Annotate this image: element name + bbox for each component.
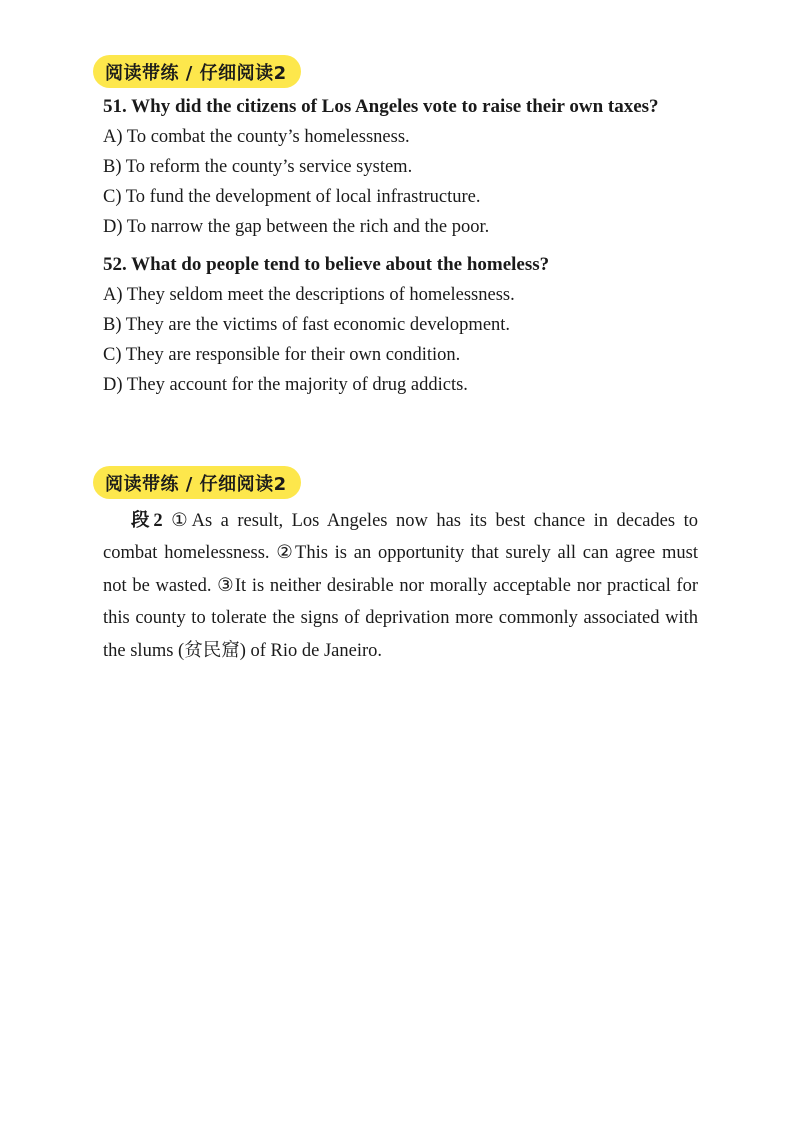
option-c: C) They are responsible for their own condition. xyxy=(103,345,461,365)
option-b: B) To reform the county’s service system. xyxy=(103,157,413,177)
option-d: D) They account for the majority of drug addicts. xyxy=(103,375,468,395)
option-list xyxy=(103,280,723,400)
section-tag: 阅读带练 / 仔细阅读2 xyxy=(93,466,301,499)
section-tag: 阅读带练 / 仔细阅读2 xyxy=(93,55,301,88)
question-51 xyxy=(103,92,723,242)
question-title: 52. What do people tend to believe about the homeless? xyxy=(103,254,550,275)
paragraph-label: 段2 xyxy=(131,511,163,531)
option-b: B) They are the victims of fast economic development. xyxy=(103,315,511,335)
question-title: 51. Why did the citizens of Los Angeles vote to raise their own taxes? xyxy=(103,96,659,117)
option-d: D) To narrow the gap between the rich and the poor. xyxy=(103,217,490,237)
option-a: A) To combat the county’s homelessness. xyxy=(103,127,410,147)
option-a: A) They seldom meet the descriptions of homelessness. xyxy=(103,285,515,305)
passage-paragraph xyxy=(103,505,698,667)
passage-text: ①As a result, Los Angeles now has its best chance in decades to combat homelessness. ②This is an opportunity that surely all can agree must not be wasted. ③It is neither desirable nor morally acceptable nor practical for this county to tolerate the signs of deprivation more commonly associated with the slums (贫民窟) of Rio de Janeiro. xyxy=(103,511,698,661)
option-list xyxy=(103,122,723,242)
option-c: C) To fund the development of local infrastructure. xyxy=(103,187,481,207)
question-52 xyxy=(103,250,723,400)
